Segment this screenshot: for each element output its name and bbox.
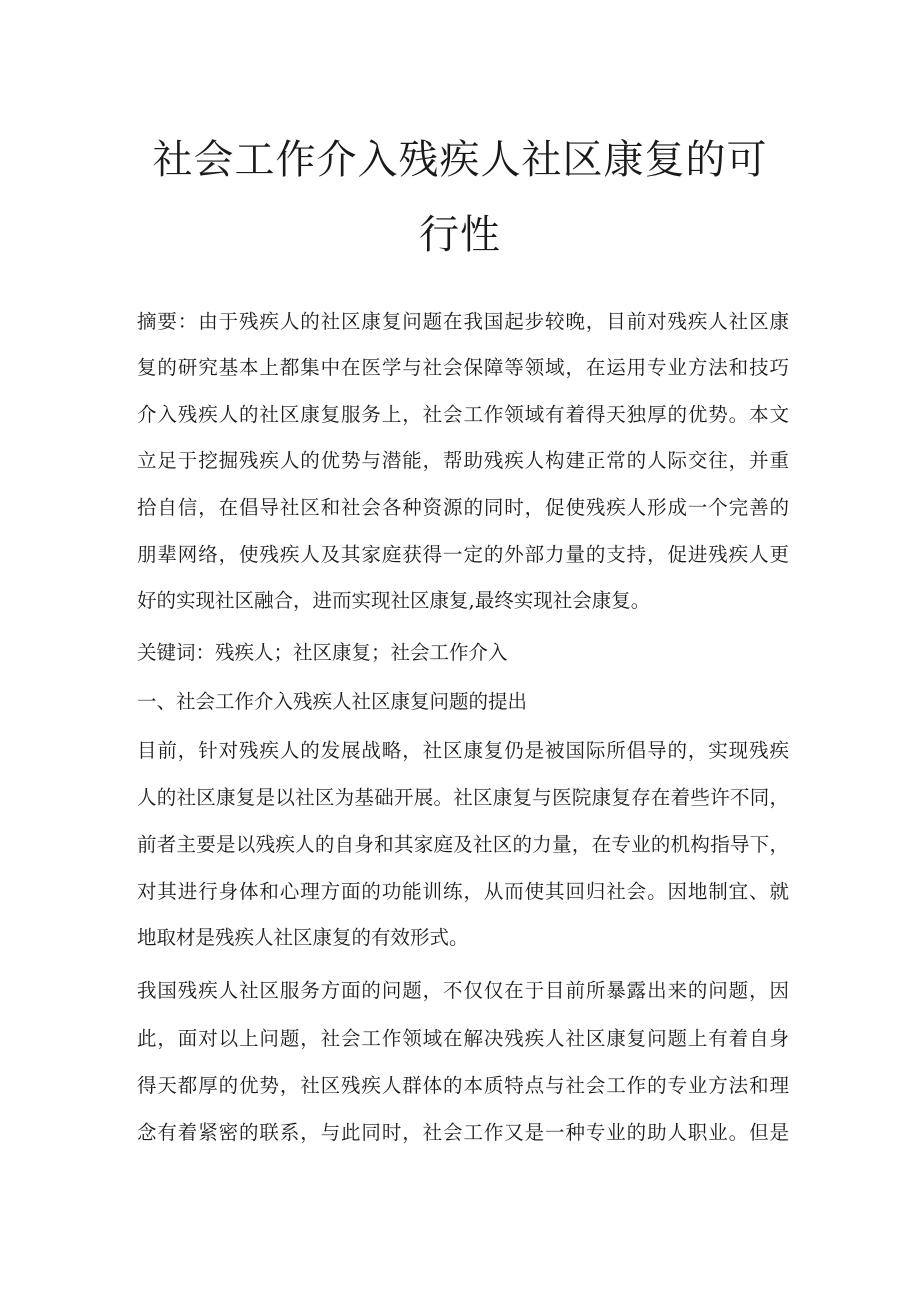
document-title-line-1: 社会工作介入残疾人社区康复的可 [152,137,768,183]
abstract-line: 拾自信，在倡导社区和社会各种资源的同时，促使残疾人形成一个完善的 [137,496,789,519]
abstract-line: 朋辈网络，使残疾人及其家庭获得一定的外部力量的支持，促进残疾人更 [137,543,789,566]
paragraph-line: 地取材是残疾人社区康复的有效形式。 [137,926,469,949]
paragraph-line: 前者主要是以残疾人的自身和其家庭及社区的力量，在专业的机构指导下， [137,833,789,856]
abstract-line: 好的实现社区融合，进而实现社区康复,最终实现社会康复。 [137,589,651,612]
section-heading: 一、社会工作介入残疾人社区康复问题的提出 [137,690,528,713]
paragraph-line: 目前，针对残疾人的发展战略，社区康复仍是被国际所倡导的，实现残疾 [137,739,789,762]
paragraph-line: 念有着紧密的联系，与此同时，社会工作又是一种专业的助人职业。但是 [137,1121,789,1144]
keywords-line: 关键词：残疾人；社区康复；社会工作介入 [137,641,508,664]
abstract-line: 摘要：由于残疾人的社区康复问题在我国起步较晚，目前对残疾人社区康 [137,310,789,333]
abstract-line: 立足于挖掘残疾人的优势与潜能，帮助残疾人构建正常的人际交往，并重 [137,449,789,472]
document-title-line-2: 行性 [419,212,501,258]
paragraph-line: 人的社区康复是以社区为基础开展。社区康复与医院康复存在着些许不同， [137,786,789,809]
abstract-line: 复的研究基本上都集中在医学与社会保障等领域，在运用专业方法和技巧 [137,356,789,379]
paragraph-line: 此，面对以上问题，社会工作领域在解决残疾人社区康复问题上有着自身 [137,1027,789,1050]
paragraph-line: 我国残疾人社区服务方面的问题，不仅仅在于目前所暴露出来的问题，因 [137,979,789,1002]
abstract-line: 介入残疾人的社区康复服务上，社会工作领域有着得天独厚的优势。本文 [137,403,789,426]
paragraph-line: 得天都厚的优势，社区残疾人群体的本质特点与社会工作的专业方法和理 [137,1074,789,1097]
paragraph-line: 对其进行身体和心理方面的功能训练，从而使其回归社会。因地制宜、就 [137,880,789,903]
